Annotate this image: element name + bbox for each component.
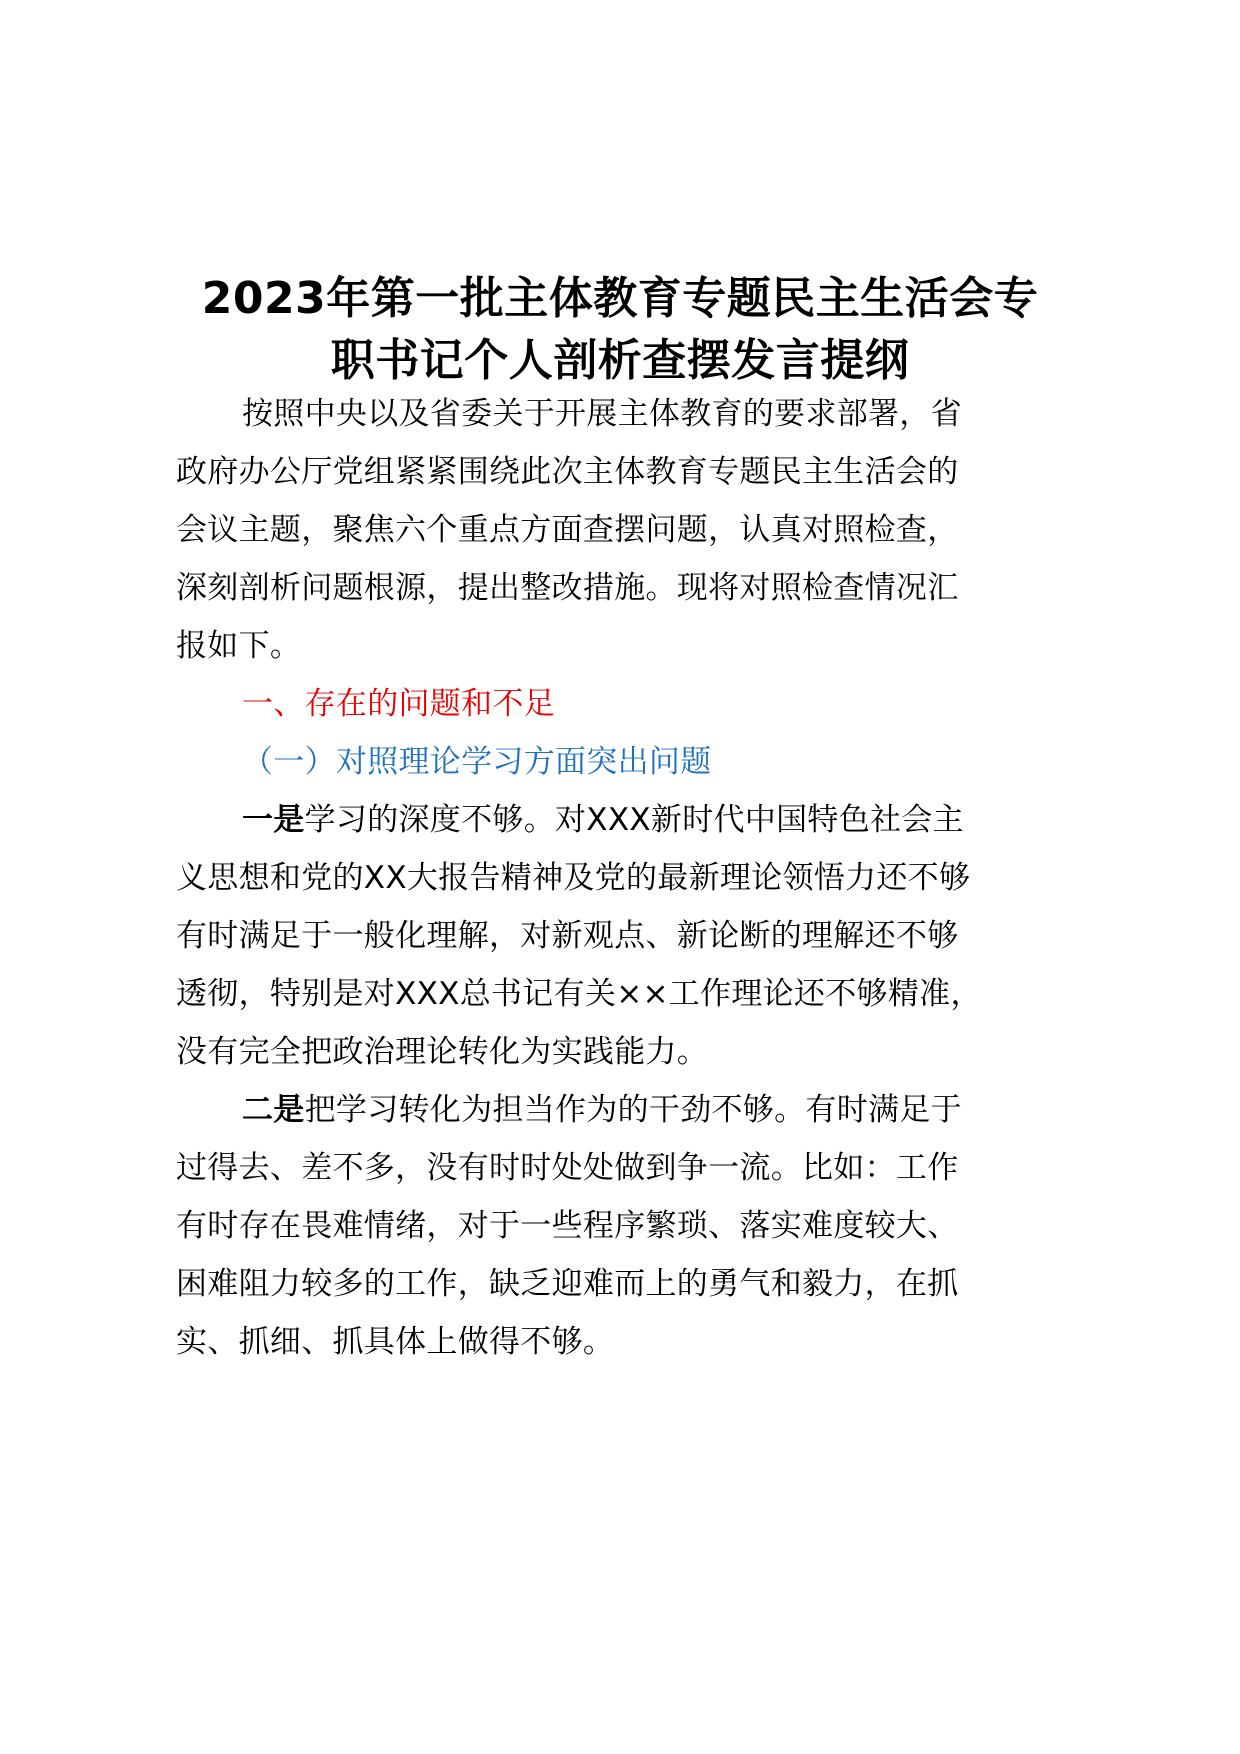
point-1-line: 透彻，特别是对XXX总书记有关××工作理论还不够精准，	[176, 976, 982, 1012]
point-1-first-line	[242, 788, 964, 852]
intro-line: 会议主题，聚焦六个重点方面查摆问题，认真对照检查，	[176, 512, 959, 548]
intro-line: 报如下。	[176, 628, 302, 664]
point-2-line: 实、抓细、抓具体上做得不够。	[176, 1324, 615, 1360]
point-1-text: 学习的深度不够。对XXX新时代中国特色社会主	[304, 802, 964, 838]
section-heading: 一、存在的问题和不足	[242, 686, 555, 722]
intro-line: 深刻剖析问题根源，提出整改措施。现将对照检查情况汇	[176, 570, 959, 606]
intro-line: 政府办公厅党组紧紧围绕此次主体教育专题民主生活会的	[176, 454, 959, 490]
point-2-line: 过得去、差不多，没有时时处处做到争一流。比如：工作	[176, 1150, 959, 1186]
point-2-first-line	[242, 1078, 962, 1142]
point-1-lead: 一是	[242, 802, 305, 838]
point-1-line: 没有完全把政治理论转化为实践能力。	[176, 1034, 709, 1070]
subsection-heading: （一）对照理论学习方面突出问题	[242, 744, 712, 780]
document-title-line-1: 2023年第一批主体教育专题民主生活会专	[201, 273, 1039, 324]
point-2-lead: 二是	[242, 1092, 305, 1128]
point-2-line: 有时存在畏难情绪，对于一些程序繁琐、落实难度较大、	[176, 1208, 959, 1244]
point-2-text: 把学习转化为担当作为的干劲不够。有时满足于	[304, 1092, 962, 1128]
point-1-line: 义思想和党的XX大报告精神及党的最新理论领悟力还不够	[176, 860, 971, 896]
point-1-line: 有时满足于一般化理解，对新观点、新论断的理解还不够	[176, 918, 959, 954]
intro-line: 按照中央以及省委关于开展主体教育的要求部署，省	[242, 396, 962, 432]
point-2-line: 困难阻力较多的工作，缺乏迎难而上的勇气和毅力，在抓	[176, 1266, 959, 1302]
document-title-line-2: 职书记个人剖析查摆发言提纲	[330, 335, 910, 386]
